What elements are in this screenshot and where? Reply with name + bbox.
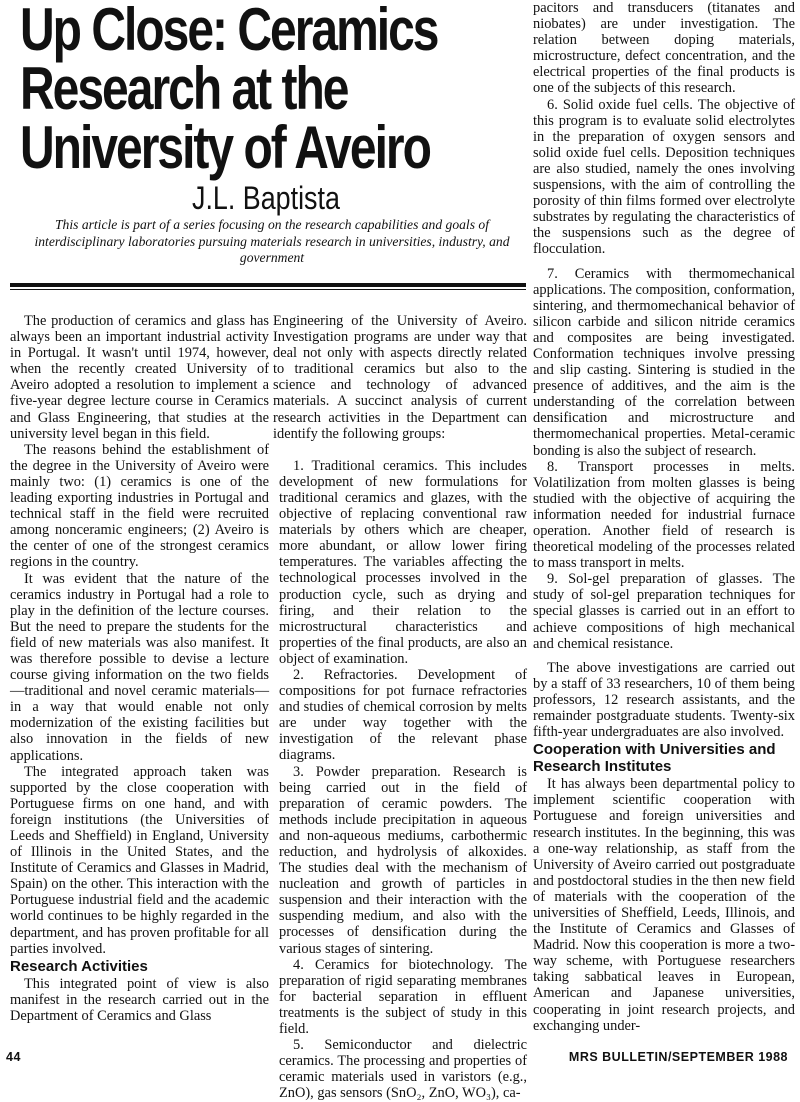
paragraph: Engineering of the University of Aveiro. Investigation programs are under way that deal not only with aspects directly related to traditional ceramics but also to the science and technology of advanced materials. A succinct analysis of current research activities in the Department can identify the following groups: xyxy=(273,313,527,442)
title-line-2: Research at the xyxy=(20,55,348,122)
title-line-3: University of Aveiro xyxy=(20,114,430,181)
paragraph: It has always been departmental policy to implement scientific cooperation with Portuguese and foreign universities and research institutes. In the beginning, this was a one-way relationship, as staff from the University of Aveiro carried out postgraduate and postdoctoral studies in the then new field of materials with the cooperation of the universities of Sheffield, Leeds, Illinois, and the Institute of Ceramics and Glasses of Madrid. Now this cooperation is more a two-way scheme, with Portuguese researchers taking sabbatical leaves in European, American and Japanese universities, cooperating in joint research projects, and exchanging under- xyxy=(533,776,795,1034)
paragraph: The production of ceramics and glass has always been an important industrial activity in Portugal. It wasn't until 1974, however, when the recently created University of Aveiro adopted a resolution to implement a five-year degree lecture course in Ceramics and Glass Engineering, that studies at the university level began in this field. xyxy=(10,313,269,442)
column-2 xyxy=(273,313,527,1102)
paragraph: The integrated approach taken was supported by the close cooperation with Portuguese firms on one hand, and with foreign institutions (the Universities of Leeds and Sheffield) in England, University of Illinois in the United States, and the Institute of Ceramics and Glasses in Madrid, Spain) on the other. This interaction with the Portuguese industrial field and the academic world continues to be highly regarded in the department, and has proven profitable for all parties involved. xyxy=(10,763,269,957)
research-group-1: 1. Traditional ceramics. This includes development of new formulations for traditional ceramics and glazes, with the objective of replacing conventional raw materials by others which are cheaper, more abundant, or allow lower firing temperatures. The variables affecting the technological processes involved in the production cycle, such as drying and firing, and their relation to the microstructural characteristics and properties of the final products, are also an object of examination. xyxy=(279,457,527,667)
paragraph: This integrated point of view is also manifest in the research carried out in the Department of Ceramics and Glass xyxy=(10,975,269,1024)
research-group-9: 9. Sol-gel preparation of glasses. The study of sol-gel preparation techniques for special glasses is carried out in an effort to achieve compositions of high mechanical and chemical resistance. xyxy=(533,571,795,652)
research-group-6: 6. Solid oxide fuel cells. The objective of this program is to evaluate solid electrolytes in the preparation of oxygen sensors and solid oxide fuel cells. Deposition techniques are also studied, namely the ones involving suspensions, with the aim of controlling the porosity of thin films formed over electrolyte substrates by regulating the characteristics of the suspensions such as the degree of flocculation. xyxy=(533,96,795,258)
issue-label: MRS BULLETIN/SEPTEMBER 1988 xyxy=(568,1050,788,1064)
column-1 xyxy=(10,313,269,1024)
column-3 xyxy=(533,0,795,1034)
paragraph: The above investigations are carried out by a staff of 33 researchers, 10 of them being professors, 12 research assistants, and the remainder postgraduate students. Twenty-six fifth-year undergraduates are also involved. xyxy=(533,659,795,741)
research-group-8: 8. Transport processes in melts. Volatilization from molten glasses is being studied with the objective of acquiring the information needed for industrial furnace operation. Another field of research is theoretical modeling of the processes related to mass transport in melts. xyxy=(533,458,795,572)
research-group-3: 3. Powder preparation. Research is being carried out in the field of preparation of ceramic powders. The methods include precipitation in aqueous and non-aqueous mediums, carbothermic reduction, and hydrolysis of alkoxides. The studies deal with the mechanism of nucleation and growth of particles in suspension and their interaction with the suspending medium, and also with the processes of densification during the various stages of sintering. xyxy=(279,763,527,957)
article-abstract: This article is part of a series focusing on the research capabilities and goals of interdisciplinary laboratories pursuing materials research in universities, industry, and government xyxy=(34,217,510,265)
paragraph: It was evident that the nature of the ceramics industry in Portugal had a role to play in the definition of the lecture courses. But the need to prepare the students for the field of new materials was also manifest. It was therefore possible to devise a lecture course giving information on the two fields—traditional and novel ceramic materials—in a way that would enable not only modernization of the existing facilities but also innovation in the fields of new applications. xyxy=(10,570,269,764)
author-byline: J.L. Baptista xyxy=(192,180,340,216)
section-heading-research-activities: Research Activities xyxy=(10,957,148,975)
article-title xyxy=(20,0,438,181)
header-rule xyxy=(10,283,526,287)
paragraph: The reasons behind the establishment of the degree in the University of Aveiro were mainly two: (1) ceramics is one of the leading exporting industries in Portugal and technical staff in the field were recruited among nonceramic engineers; (2) Aveiro is the center of one of the strongest ceramics regions in the country. xyxy=(10,441,269,571)
research-group-2: 2. Refractories. Development of compositions for pot furnace refractories and studies of chemical corrosion by melts are under way together with the investigation of the relevant phase diagrams. xyxy=(279,666,527,764)
header-rule-thin xyxy=(10,289,526,290)
research-group-4: 4. Ceramics for biotechnology. The preparation of rigid separating membranes for bacterial separation in effluent treatments is the subject of study in this field. xyxy=(279,956,527,1038)
section-heading-cooperation: Cooperation with Universities and Research Institutes xyxy=(533,741,776,776)
research-group-7: 7. Ceramics with thermomechanical applications. The composition, conformation, sintering, and thermomechanical behavior of silicon carbide and silicon nitride ceramics and composites are being investigated. Conformation techniques involve pressing and slip casting. Sintering is studied in the presence of additives, and the aim is the understanding of the correlation between densification and microstructure and thermomechanical properties. Metal-ceramic bonding is also the subject of research. xyxy=(533,265,795,459)
research-group-5: 5. Semiconductor and dielectric ceramics. The processing and properties of ceramic materials used in varistors (e.g., ZnO), gas sensors (SnO₂, ZnO, WO₃), ca- xyxy=(279,1037,527,1102)
page-number: 44 xyxy=(6,1050,21,1064)
paragraph: pacitors and transducers (titanates and niobates) are under investigation. The relation between doping materials, microstructure, defect concentration, and the electrical properties of the final products is one of the subjects of this research. xyxy=(533,0,795,97)
title-line-1: Up Close: Ceramics xyxy=(20,0,438,63)
